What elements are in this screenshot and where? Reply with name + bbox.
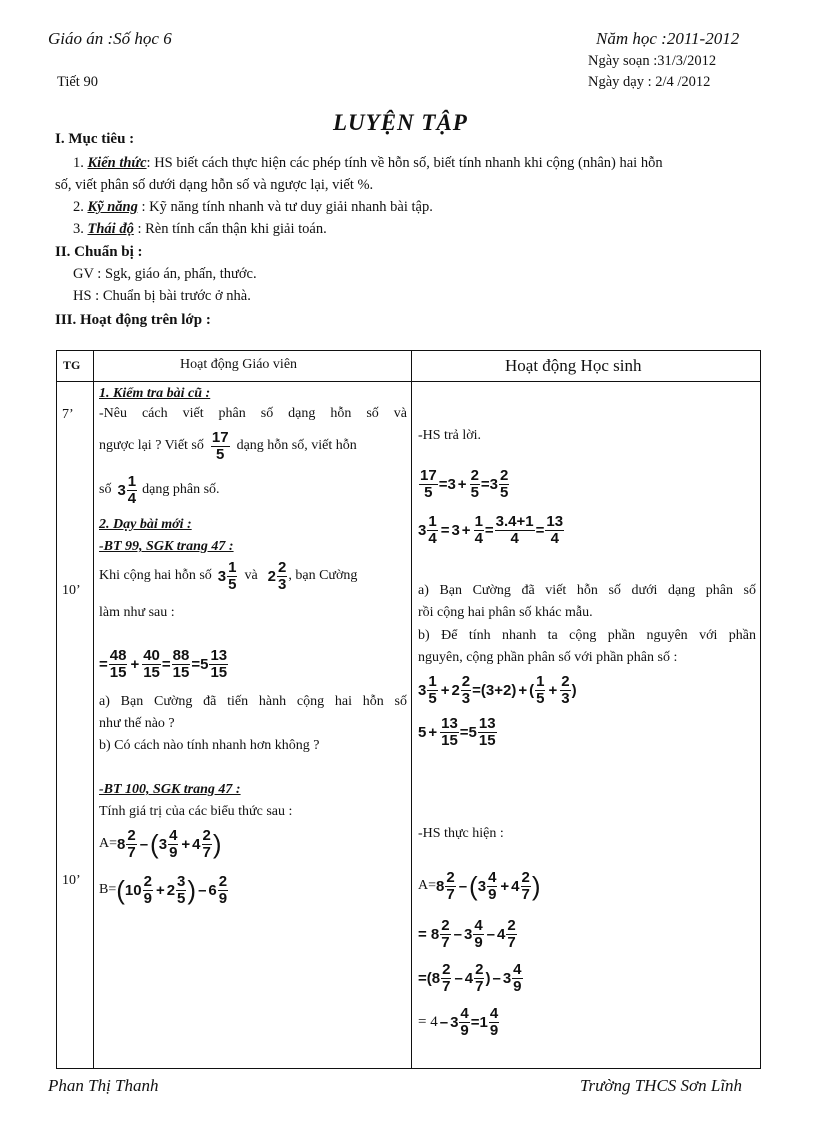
student-work-5: A= 8 $\frac{2}{7}$ – ( 3 $\frac{4}{9}$ + 4 $\frac{2}{7}$ ): [418, 869, 541, 903]
col-teacher: Hoạt động Giáo viên: [180, 357, 298, 372]
exercise-99-question-b: b) Có cách nào tính nhanh hơn không ?: [99, 738, 320, 753]
section-objectives: I. Mục tiêu :: [55, 131, 135, 147]
expression-a: A= 8 $\frac{2}{7}$ – ( 3 $\frac{4}{9}$ + 4 $\frac{2}{7}$ ): [99, 827, 222, 861]
student-answer-b: b) Để tính nhanh ta cộng phần nguyên với phần: [418, 628, 756, 643]
prep-student: HS : Chuẩn bị bài trước ở nhà.: [73, 288, 251, 304]
student-answer-b2: nguyên, cộng phần phân số với phần phân số :: [418, 650, 678, 665]
student-work-2: 3 $\frac{1}{4}$ = 3 + $\frac{1}{4}$ = $\frac{3.4+1}{4}$ = $\frac{13}{4}$: [418, 513, 564, 547]
objective-knowledge-cont: số, viết phân số dưới dạng hỗn số và ngược lại, viết %.: [55, 177, 374, 193]
exercise-99-question-a: a) Bạn Cường đã tiến hành cộng hai hỗn số: [99, 694, 407, 709]
taught-date: Ngày dạy : 2/4 /2012: [588, 74, 711, 90]
prepared-date: Ngày soạn :31/3/2012: [588, 53, 717, 69]
student-work-6: = 8 $\frac{2}{7}$ – 3 $\frac{4}{9}$ – 4 $\frac{2}{7}$: [418, 917, 516, 951]
review-question-2: ngược lại ? Viết số $\frac{17}{5}$ dạng hỗn số, viết hỗn: [99, 429, 357, 463]
exercise-99-question-a2: như thế nào ?: [99, 716, 175, 731]
section-activities: III. Hoạt động trên lớp :: [55, 312, 211, 328]
student-work-7: =(8 $\frac{2}{7}$ – 4 $\frac{2}{7}$ ) – 3 $\frac{4}{9}$: [418, 961, 522, 995]
section-preparation: II. Chuẩn bị :: [55, 244, 143, 260]
student-work-4: 5 + $\frac{13}{15}$ =5 $\frac{13}{15}$: [418, 715, 496, 749]
footer-school: Trường THCS Sơn Lĩnh: [580, 1076, 743, 1095]
prep-teacher: GV : Sgk, giáo án, phấn, thước.: [73, 266, 257, 282]
exercise-99-work: = $\frac{48}{15}$ + $\frac{40}{15}$ = $\frac{88}{15}$ =5 $\frac{13}{15}$: [99, 647, 228, 681]
school-year: Năm học :2011-2012: [596, 29, 740, 48]
footer-author: Phan Thị Thanh: [48, 1076, 159, 1095]
exercise-100-text: Tính giá trị của các biểu thức sau :: [99, 804, 293, 819]
heading-review: 1. Kiểm tra bài cũ :: [99, 386, 211, 401]
exercise-99-text-2: làm như sau :: [99, 605, 175, 620]
time-3: 10’: [62, 873, 81, 888]
student-answer-a: a) Bạn Cường đã viết hỗn số dưới dạng phân số: [418, 583, 756, 598]
objective-skills: 2. Kỹ năng : Kỹ năng tính nhanh và tư duy giải nhanh bài tập.: [73, 199, 433, 215]
col-time: TG: [63, 358, 81, 372]
objective-knowledge: 1. Kiến thức: HS biết cách thực hiện các phép tính về hỗn số, biết tính nhanh khi cộng (nhân) hai hỗn: [73, 155, 663, 171]
exercise-99-text: Khi cộng hai hỗn số 3 $\frac{1}{5}$ và 2 $\frac{2}{3}$ , bạn Cường: [99, 559, 358, 593]
review-question: -Nêu cách viết phân số dạng hỗn số và: [99, 406, 407, 421]
review-question-3: số 3 $\frac{1}{4}$ dạng phân số.: [99, 473, 220, 507]
student-work-3: 3 $\frac{1}{5}$ + 2 $\frac{2}{3}$ =(3+2) + ( $\frac{1}{5}$ + $\frac{2}{3}$ ): [418, 673, 577, 707]
student-answer-a2: rồi cộng hai phân số khác mẫu.: [418, 605, 593, 620]
heading-new-lesson: 2. Dạy bài mới :: [99, 517, 192, 532]
page-title: LUYỆN TẬP: [333, 110, 468, 135]
lesson-number: Tiết 90: [57, 74, 98, 90]
header-left: Giáo án :Số học 6: [48, 29, 172, 48]
time-1: 7’: [62, 407, 74, 422]
exercise-99-heading: -BT 99, SGK trang 47 :: [99, 539, 234, 554]
student-answer-1: -HS trả lời.: [418, 428, 482, 443]
col-student: Hoạt động Học sinh: [505, 356, 642, 375]
exercise-100-heading: -BT 100, SGK trang 47 :: [99, 782, 241, 797]
student-work-1: $\frac{17}{5}$ =3 + $\frac{2}{5}$ =3 $\frac{2}{5}$: [420, 467, 509, 501]
student-work-8: = 4 – 3 $\frac{4}{9}$ =1 $\frac{4}{9}$: [418, 1005, 499, 1039]
time-2: 10’: [62, 583, 81, 598]
expression-b: B= ( 10 $\frac{2}{9}$ + 2 $\frac{3}{5}$ ) – 6 $\frac{2}{9}$: [99, 873, 228, 907]
student-answer-100: -HS thực hiện :: [418, 826, 504, 841]
objective-attitude: 3. Thái độ : Rèn tính cẩn thận khi giải toán.: [73, 221, 327, 237]
